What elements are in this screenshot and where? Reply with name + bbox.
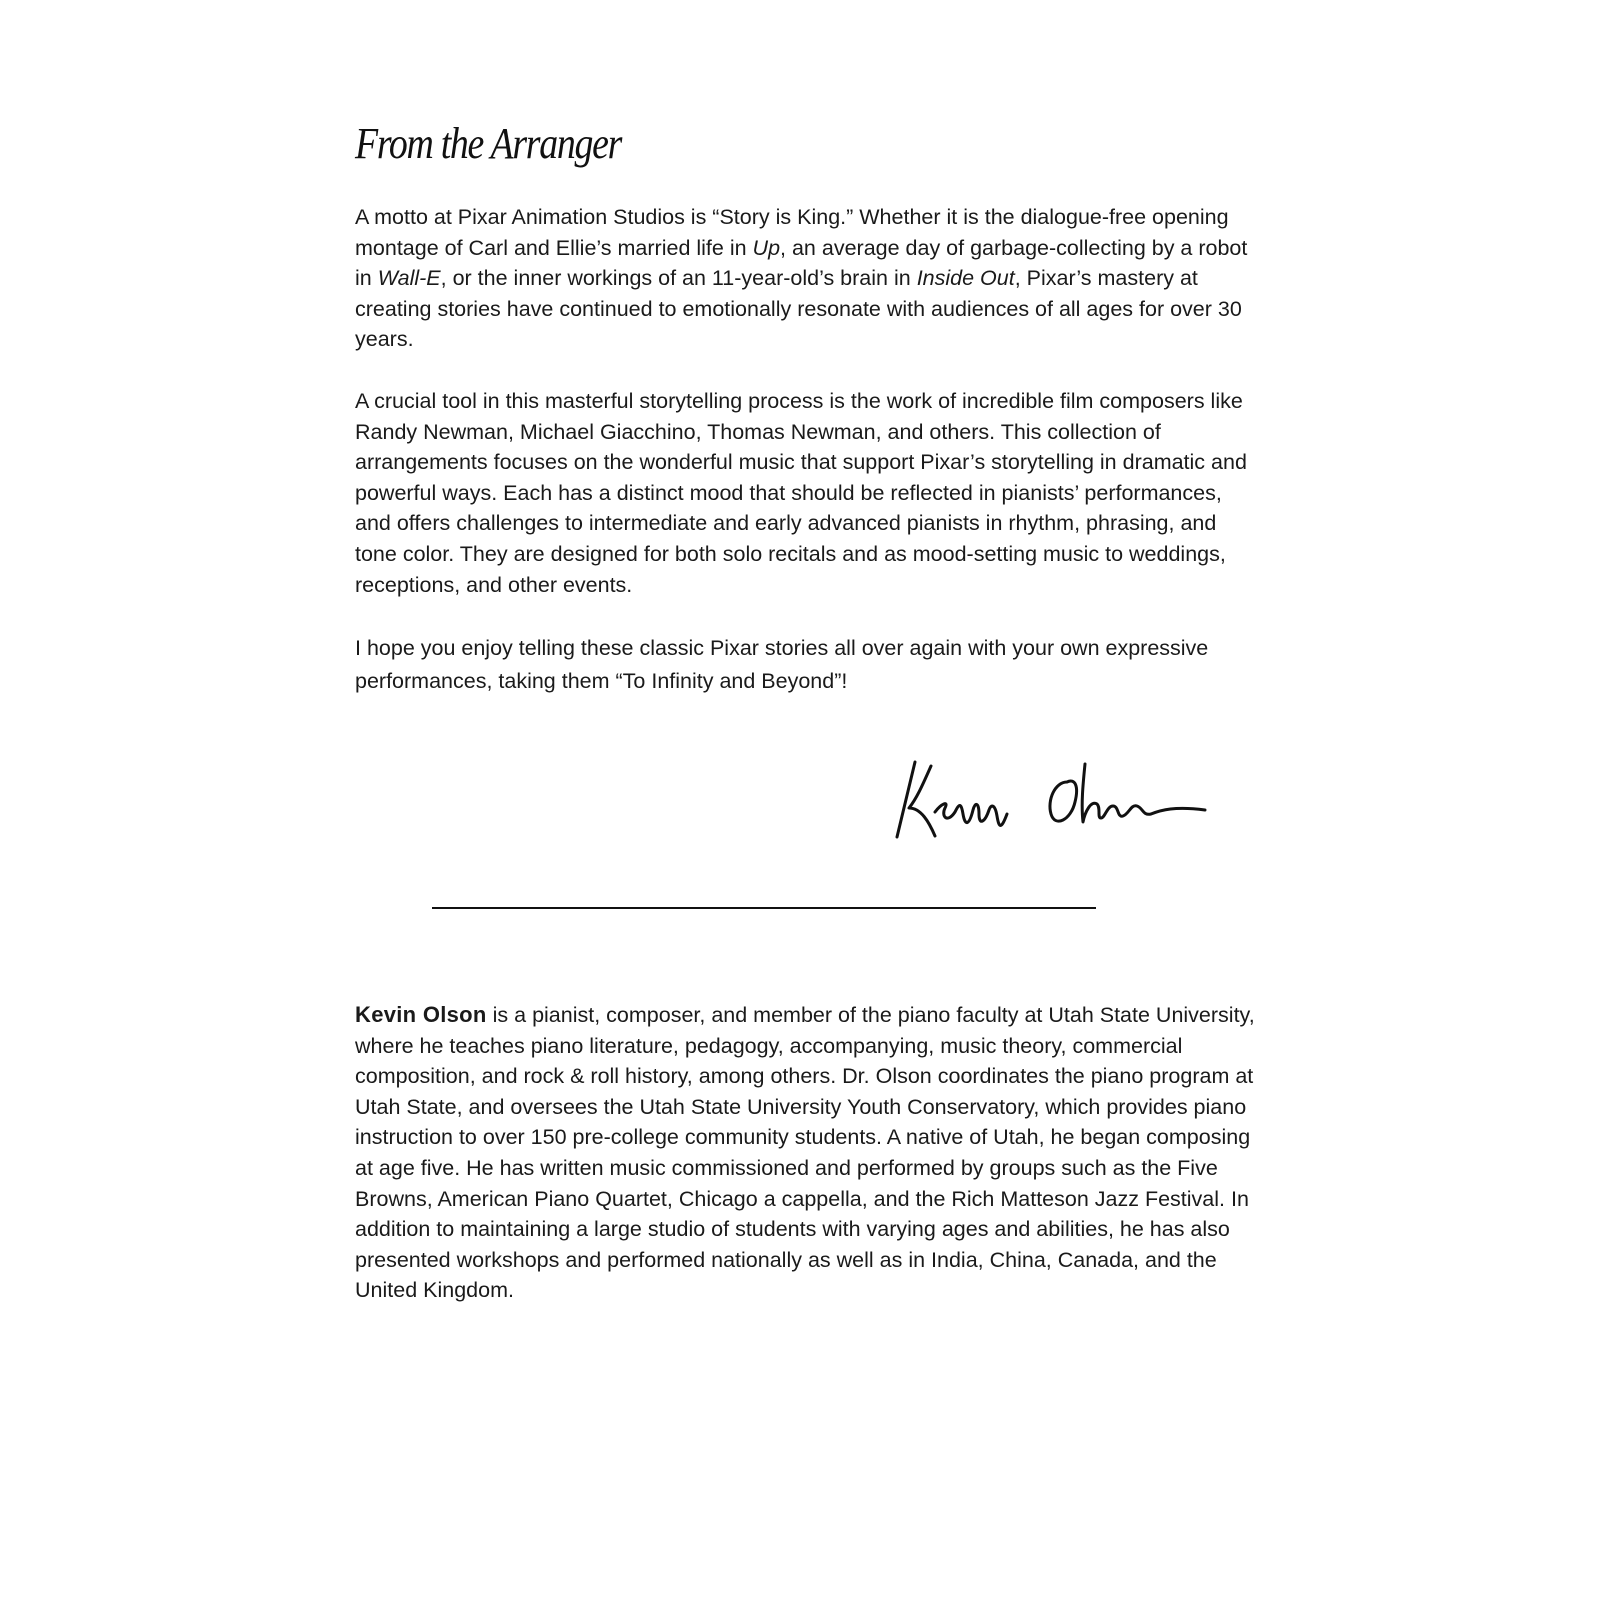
text-segment: , Pixar’s mastery at creating stories have continued to emotionally resonate with audiences of all ages for over 30 years. (355, 266, 1242, 352)
text-segment: , an average day of garbage-collecting by a robot in (355, 235, 1248, 291)
text-segment: A motto at Pixar Animation Studios is “Story is King.” Whether it is the dialogue-free opening montage of Carl and Ellie’s married life in (355, 205, 1229, 260)
bio-body: is a pianist, composer, and member of the piano faculty at Utah State University, where he teaches piano literature, pedagogy, accompanying, music theory, commercial composition, and rock & roll history, among others. Dr. Olson coordinates the piano program at Utah State, and oversees the Utah State University Youth Conservatory, which provides piano instruction to over 150 pre-college community students. A native of Utah, he began composing at age five. He has written music commissioned and performed by groups such as the Five Browns, American Piano Quartet, Chicago a cappella, and the Rich Matteson Jazz Festival. In addition to maintaining a large studio of students with varying ages and abilities, he has also presented workshops and performed nationally as well as in India, China, Canada, and the United Kingdom. (355, 1003, 1255, 1303)
composers-paragraph-text: A crucial tool in this masterful storytelling process is the work of incredible film composers like Randy Newman, Michael Giacchino, Thomas Newman, and others. This collection of arrangements focuses on the wonderful music that support Pixar’s storytelling in dramatic and powerful ways. Each has a distinct mood that should be reflected in pianists’ performances, and offers challenges to intermediate and early advanced pianists in rhythm, phrasing, and tone color. They are designed for both solo recitals and as mood-setting music to weddings, receptions, and other events. (355, 389, 1247, 597)
section-divider (432, 907, 1096, 909)
page-title: From the Arranger (355, 119, 622, 168)
film-title-up: Up (752, 235, 781, 260)
film-title-inside-out: Inside Out (916, 266, 1015, 291)
closing-paragraph (355, 632, 1255, 698)
intro-paragraph-text (355, 202, 1255, 355)
signature-icon (895, 752, 1215, 842)
bio-name: Kevin Olson (355, 1002, 487, 1027)
arranger-bio (355, 1000, 1255, 1306)
composers-paragraph (355, 386, 1255, 600)
film-title-wall-e: Wall-E (377, 266, 441, 291)
closing-paragraph-text: I hope you enjoy telling these classic Pixar stories all over again with your own expressive performances, taking them “To Infinity and Beyond”! (355, 636, 1209, 693)
intro-paragraph (355, 202, 1255, 355)
text-segment: , or the inner workings of an 11-year-old’s brain in (440, 266, 917, 291)
arranger-bio-text (355, 1000, 1255, 1306)
